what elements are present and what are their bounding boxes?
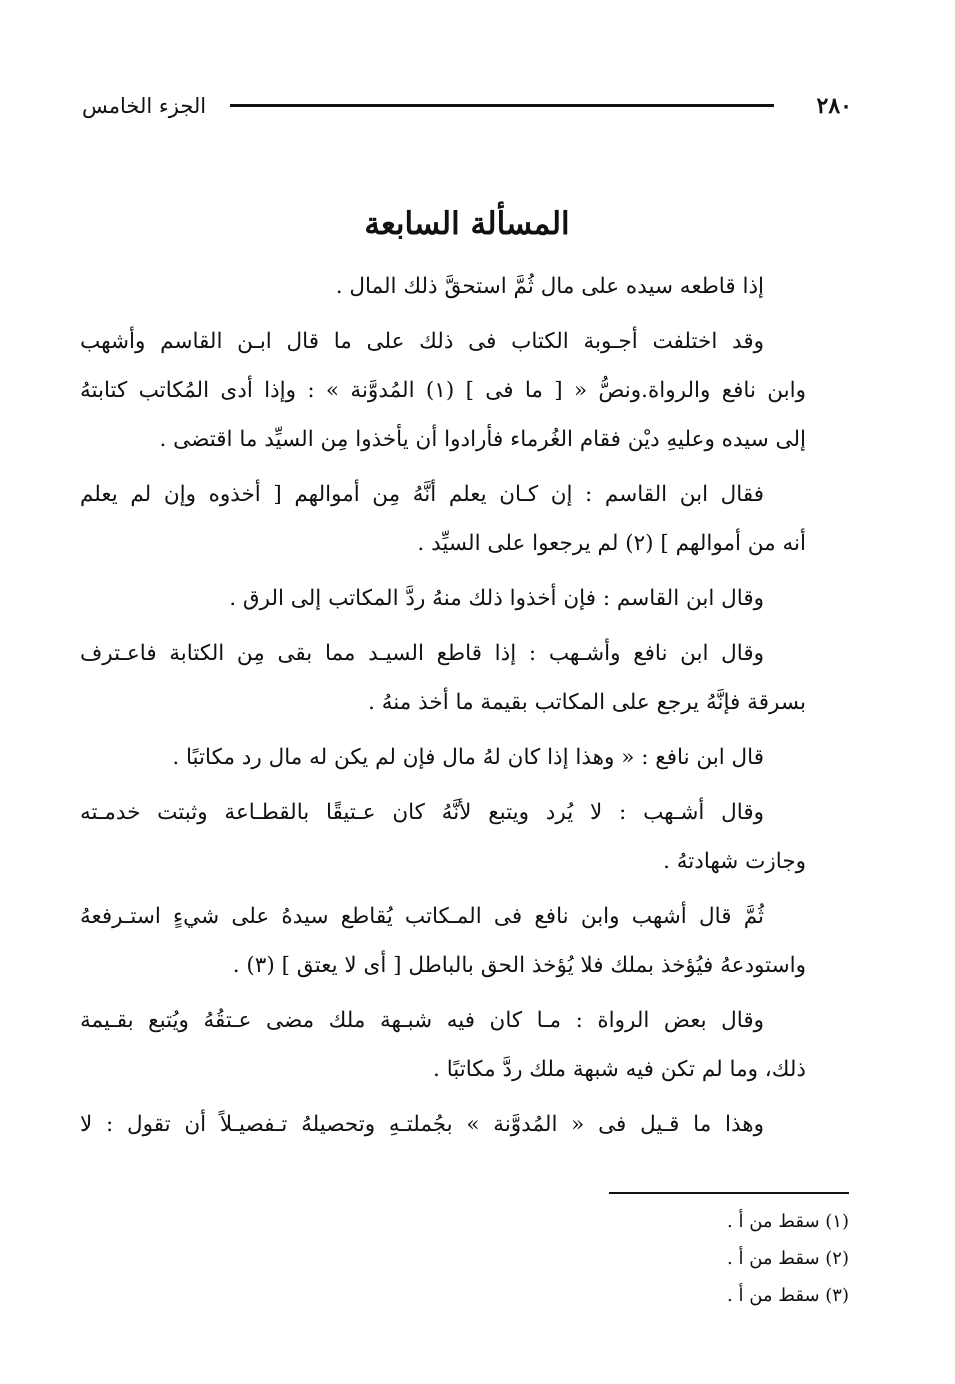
text-line: ثُمَّ قال أشهب وابن نافع فى المـكاتب يُقاطع سيدهُ على شيءٍ استـرفعهُ <box>80 904 764 929</box>
section-heading: المسألة السابعة <box>364 206 570 242</box>
paragraph <box>80 892 848 990</box>
text-line: وجازت شهادتهُ . <box>663 849 806 874</box>
paragraph <box>80 996 848 1094</box>
footnote-rule <box>609 1192 849 1194</box>
footnote: (٢) سقط من أ . <box>727 1248 849 1269</box>
running-header <box>82 88 852 124</box>
footnote: (١) سقط من أ . <box>727 1211 849 1232</box>
text-line: وقد اختلفت أجـوبة الكتاب فى ذلك على ما قال ابـن القاسم وأشهب <box>80 329 764 354</box>
volume-title: الجزء الخامس <box>82 94 207 118</box>
paragraph <box>80 574 848 623</box>
paragraph <box>80 629 848 727</box>
text-line: ذلك، وما لم تكن فيه شبهة ملك ردَّ مكاتبًا . <box>433 1057 806 1082</box>
text-line: وابن نافع والرواة.ونصُّ « [ ما فى ] (١) المُدوَّنة » : وإذا أدى المُكاتب كتابتهُ <box>80 378 806 403</box>
text-line: قال ابن نافع : « وهذا إذا كان لهُ مال فإن لم يكن له مال رد مكاتبًا . <box>172 745 764 770</box>
paragraph <box>80 788 848 886</box>
text-line: فقال ابن القاسم : إن كـان يعلم أنَّهُ مِن أموالهم [ أخذوه وإن لم يعلم <box>80 482 765 507</box>
paragraph <box>80 470 848 568</box>
text-line: أنه من أموالهم ] (٢) لم يرجعوا على السيِّد . <box>417 531 806 556</box>
footnotes <box>549 1203 849 1314</box>
paragraph <box>80 1100 848 1149</box>
text-line: وقال أشـهب : لا يُرد ويتبع لأنَّهُ كان عـتيقًا بالقطـاعة وثبتت خدمـته <box>80 800 764 825</box>
text-line: وهذا ما قـيل فى « المُدوَّنة » بجُملتـهِ وتحصيلهُ تـفصيـلاً أن تقول : لا <box>80 1112 764 1137</box>
text-line: وقال ابن نافع وأشـهب : إذا قاطع السيـد مما بقى مِن الكتابة فاعـترف <box>80 641 764 666</box>
text-line: إذا قاطعه سيده على مال ثُمَّ استحقَّ ذلك المال . <box>335 274 764 299</box>
text-line: إلى سيده وعليهِ ديْن فقام الغُرماء فأرادوا أن يأخذوا مِن السيِّد ما اقتضى . <box>159 427 806 452</box>
text-line: وقال بعض الرواة : مـا كان فيه شبـهة ملك مضى عـتقُهُ ويُتبع بقـيمة <box>80 1008 764 1033</box>
text-line: بسرقة فإنَّهُ يرجع على المكاتب بقيمة ما أخذ منهُ . <box>368 690 806 715</box>
footnote: (٣) سقط من أ . <box>727 1285 849 1306</box>
header-rule <box>230 104 774 107</box>
body-text <box>80 262 848 1155</box>
text-line: وقال ابن القاسم : فإن أخذوا ذلك منهُ ردَّ المكاتب إلى الرق . <box>229 586 764 611</box>
text-line: واستودعهُ فيُؤخذ بملك فلا يُؤخذ الحق بالباطل [ أى لا يعتق ] (٣) . <box>232 953 806 978</box>
paragraph <box>80 317 848 464</box>
page-number: ٢٨٠ <box>816 93 852 119</box>
paragraph <box>80 262 848 311</box>
paragraph <box>80 733 848 782</box>
